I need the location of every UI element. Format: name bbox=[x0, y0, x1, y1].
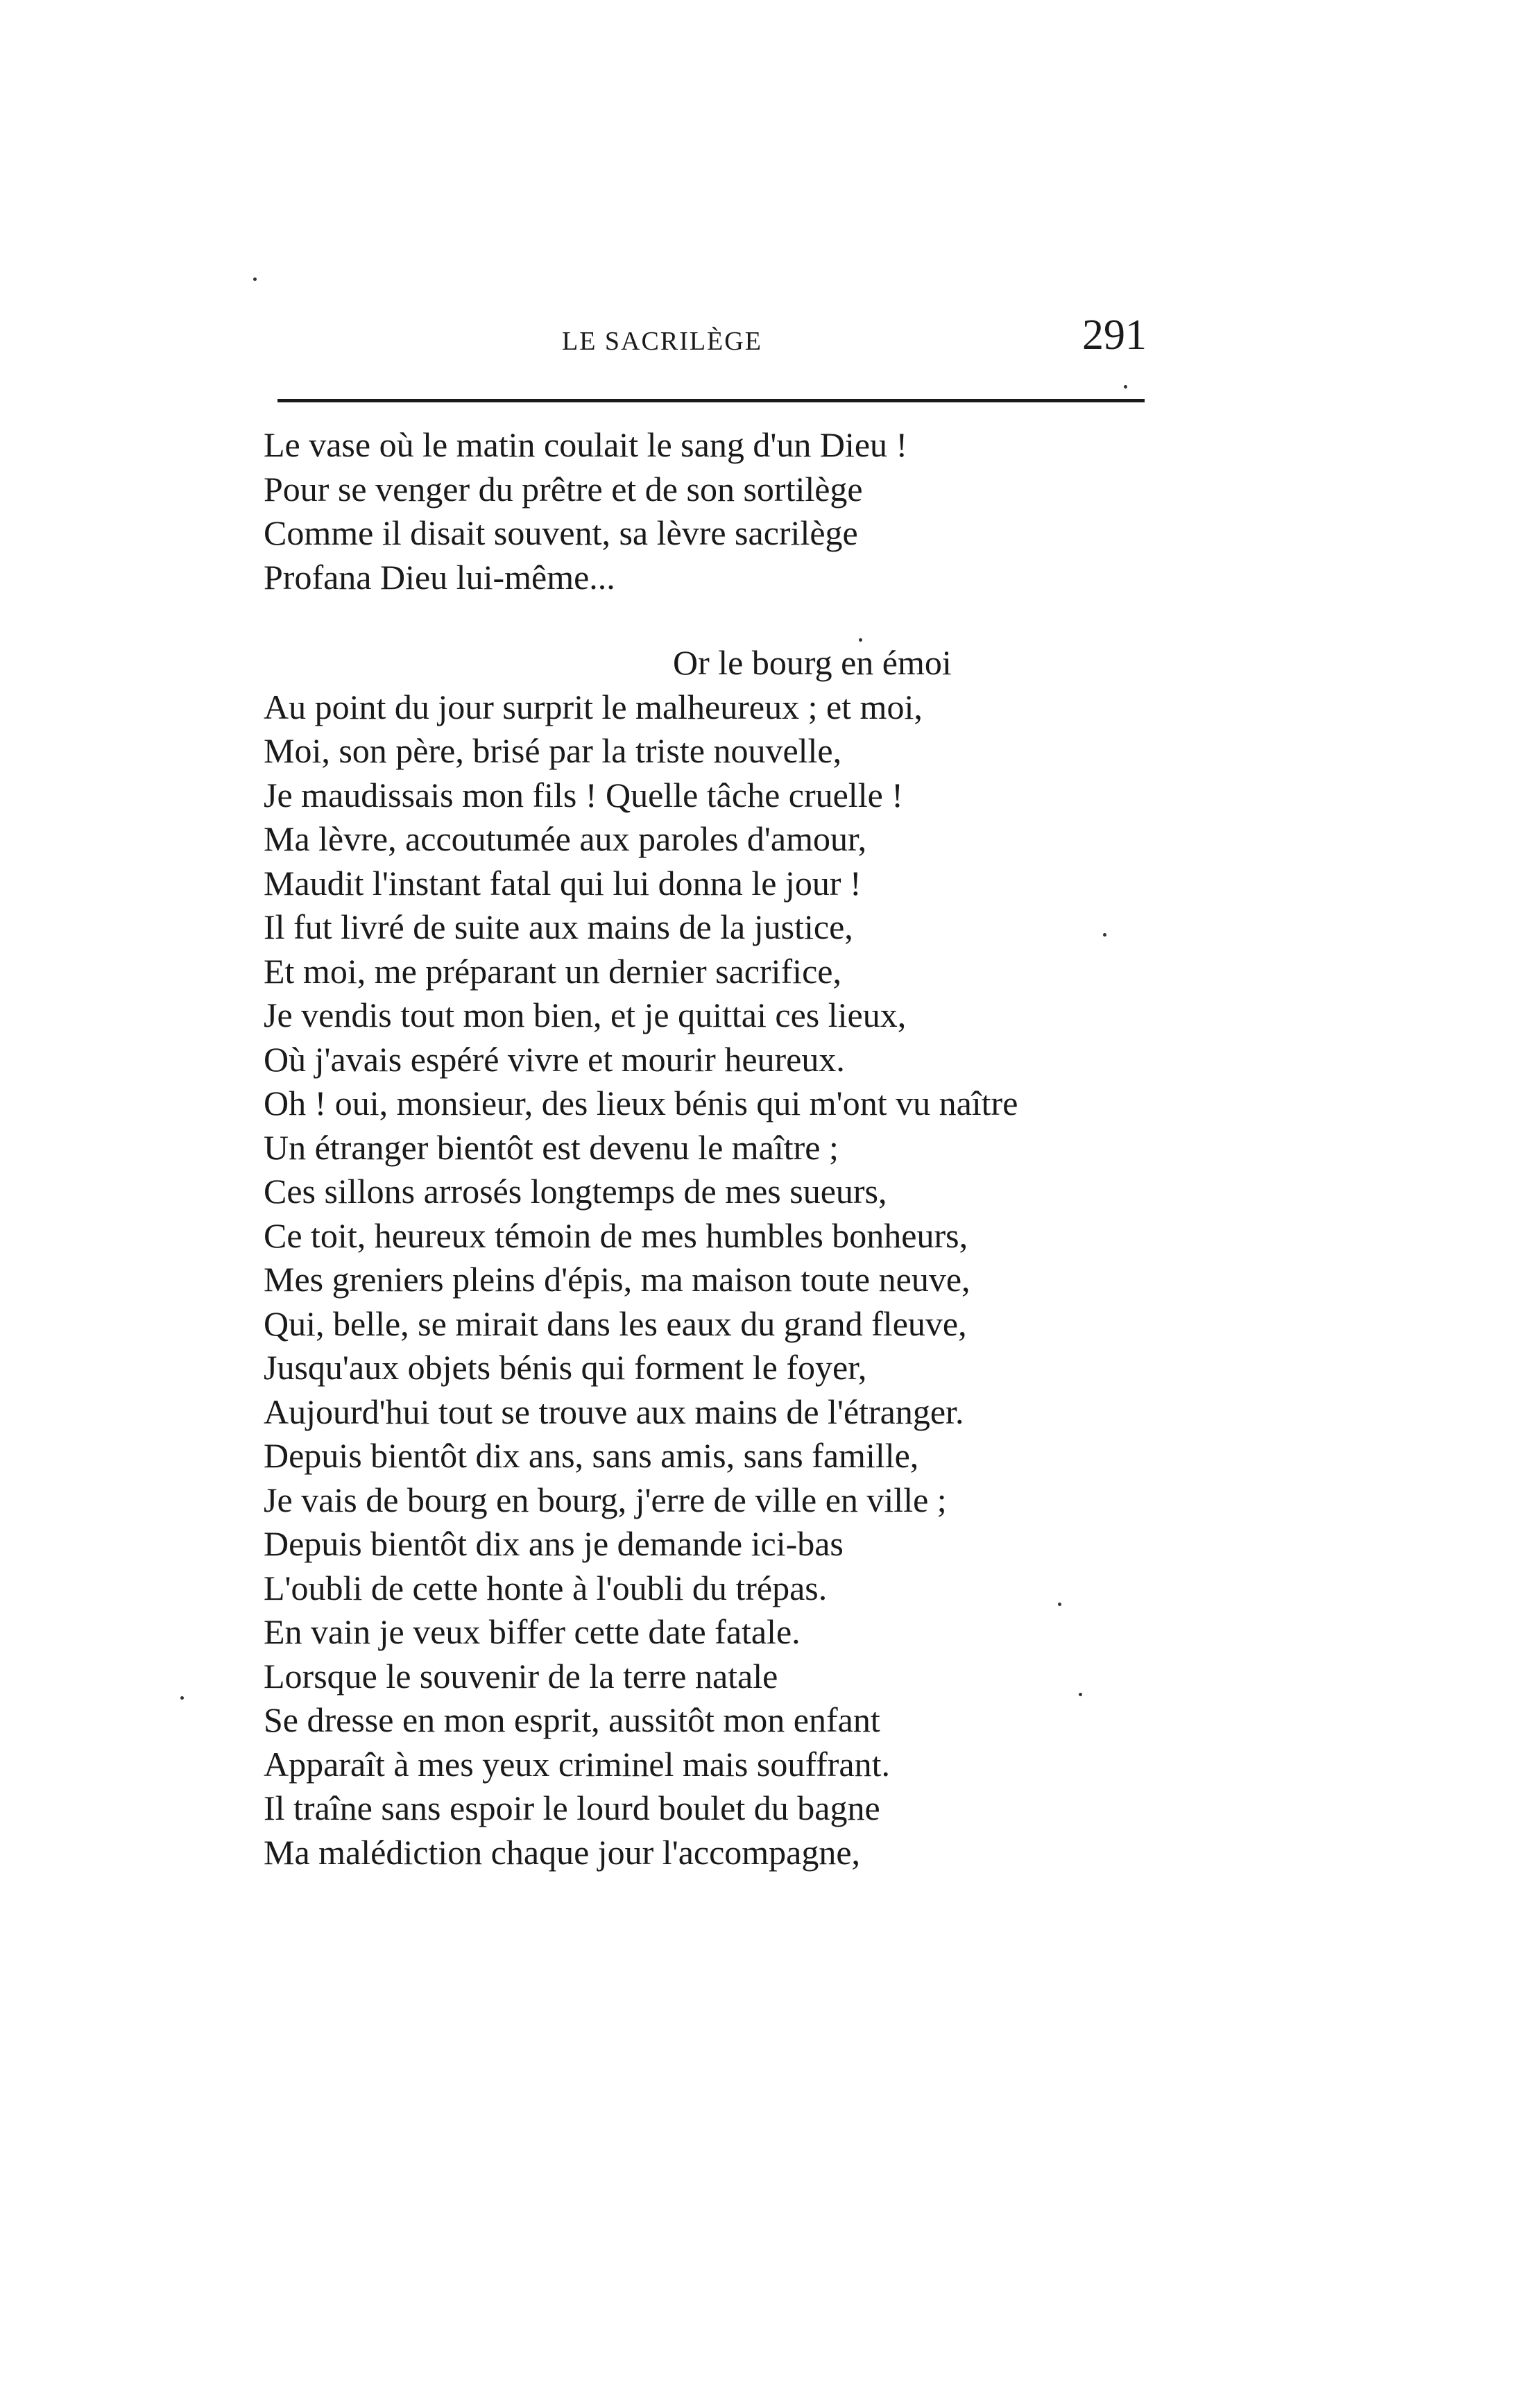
print-speck bbox=[180, 1696, 184, 1700]
verse-line: En vain je veux biffer cette date fatale. bbox=[264, 1612, 801, 1651]
verse-line: Et moi, me préparant un dernier sacrifice, bbox=[264, 951, 841, 991]
verse-line: Le vase où le matin coulait le sang d'un Dieu ! bbox=[264, 425, 908, 464]
verse-line: Pour se venger du prêtre et de son sortilège bbox=[264, 469, 863, 509]
verse-line: L'oubli de cette honte à l'oubli du trépas. bbox=[264, 1568, 828, 1607]
verse-line: Je vais de bourg en bourg, j'erre de ville en ville ; bbox=[264, 1480, 947, 1519]
verse-line: Je vendis tout mon bien, et je quittai ces lieux, bbox=[264, 996, 907, 1034]
verse-line: Lorsque le souvenir de la terre natale bbox=[264, 1656, 778, 1696]
verse-line: Ma malédiction chaque jour l'accompagne, bbox=[264, 1832, 861, 1872]
verse-line: Au point du jour surprit le malheureux ; et moi, bbox=[264, 687, 923, 726]
verse-line: Moi, son père, brisé par la triste nouvelle, bbox=[264, 731, 842, 770]
stanza-gap bbox=[264, 599, 1193, 641]
verse-line: Où j'avais espéré vivre et mourir heureux. bbox=[264, 1039, 845, 1079]
print-speck bbox=[1079, 1693, 1082, 1696]
verse-line: Depuis bientôt dix ans, sans amis, sans famille, bbox=[264, 1436, 919, 1475]
print-speck bbox=[1058, 1603, 1061, 1606]
poem-text bbox=[264, 423, 1193, 1875]
verse-line: Il traîne sans espoir le lourd boulet du bagne bbox=[264, 1788, 880, 1827]
verse-line: Depuis bientôt dix ans je demande ici-bas bbox=[264, 1524, 844, 1563]
verse-line: Ces sillons arrosés longtemps de mes sueurs, bbox=[264, 1172, 887, 1211]
verse-line: Maudit l'instant fatal qui lui donna le jour ! bbox=[264, 863, 862, 903]
verse-line: Un étranger bientôt est devenu le maître ; bbox=[264, 1127, 839, 1167]
verse-line: Mes greniers pleins d'épis, ma maison toute neuve, bbox=[264, 1260, 970, 1299]
print-speck bbox=[859, 638, 862, 642]
verse-line: Ma lèvre, accoutumée aux paroles d'amour, bbox=[264, 819, 867, 858]
verse-line: Je maudissais mon fils ! Quelle tâche cruelle ! bbox=[264, 775, 903, 814]
verse-line: Profana Dieu lui-même... bbox=[264, 557, 615, 597]
verse-line-indented: Or le bourg en émoi bbox=[673, 643, 952, 682]
running-title: LE SACRILÈGE bbox=[562, 327, 762, 356]
verse-line: Comme il disait souvent, sa lèvre sacrilège bbox=[264, 513, 858, 552]
print-speck bbox=[1103, 933, 1106, 937]
page-number: 291 bbox=[1082, 311, 1147, 359]
verse-line: Apparaît à mes yeux criminel mais souffrant. bbox=[264, 1744, 890, 1784]
verse-line: Se dresse en mon esprit, aussitôt mon enfant bbox=[264, 1700, 880, 1739]
print-speck bbox=[1124, 385, 1127, 388]
verse-line: Oh ! oui, monsieur, des lieux bénis qui m'ont vu naître bbox=[264, 1084, 1018, 1122]
print-speck bbox=[253, 277, 257, 281]
verse-line: Ce toit, heureux témoin de mes humbles bonheurs, bbox=[264, 1215, 968, 1255]
verse-line: Aujourd'hui tout se trouve aux mains de l'étranger. bbox=[264, 1392, 964, 1431]
verse-line: Qui, belle, se mirait dans les eaux du grand fleuve, bbox=[264, 1304, 967, 1343]
verse-line: Jusqu'aux objets bénis qui forment le foyer, bbox=[264, 1348, 867, 1387]
verse-line: Il fut livré de suite aux mains de la justice, bbox=[264, 907, 853, 946]
header-rule bbox=[277, 399, 1145, 402]
